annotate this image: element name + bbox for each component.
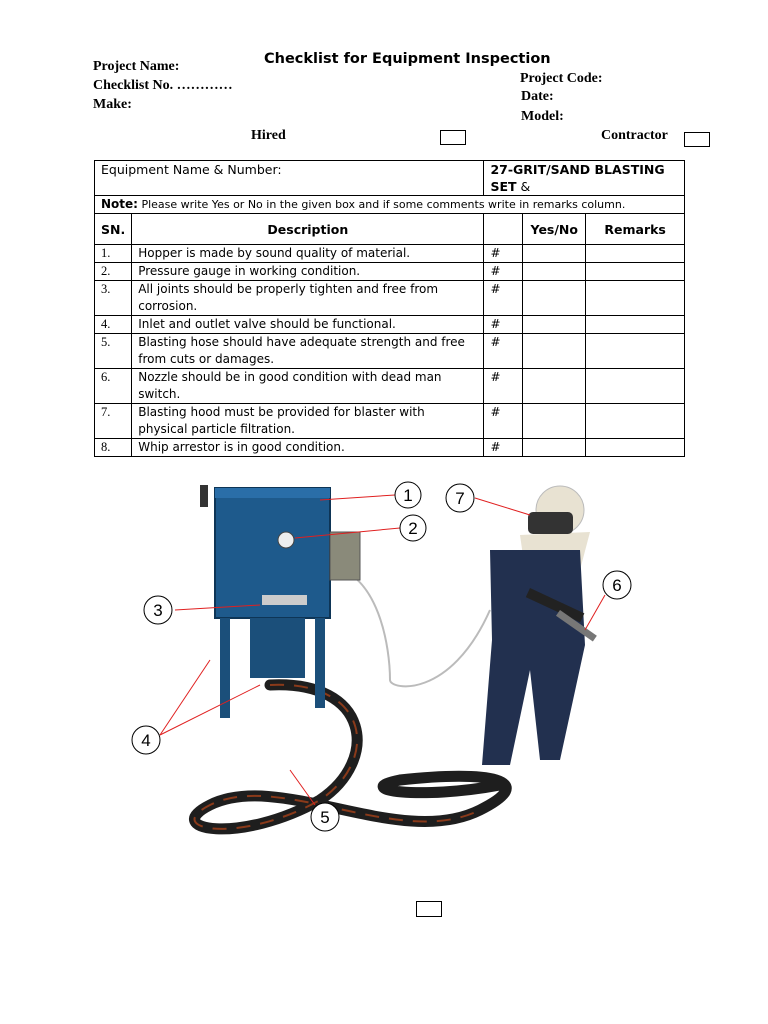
row-description: Whip arrestor is in good condition. [132,439,484,457]
table-row [95,404,685,439]
note-text: Please write Yes or No in the given box and if some comments write in remarks column. [137,198,626,211]
row-description: Pressure gauge in working condition. [132,263,484,281]
table-row [95,439,685,457]
row-sn: 2. [95,263,132,281]
row-description: Inlet and outlet valve should be functional. [132,316,484,334]
callout-1 [395,482,421,508]
hired-checkbox[interactable] [440,130,466,145]
date-label: Date: [521,89,554,104]
equipment-name: 27-GRIT/SAND BLASTING SET [490,162,665,194]
row-sn: 6. [95,369,132,404]
row-remarks-input[interactable] [586,245,685,263]
callout-4 [132,726,160,754]
row-remarks-input[interactable] [586,369,685,404]
row-yes-no-input[interactable] [523,439,586,457]
row-remarks-input[interactable] [586,281,685,316]
row-sn: 5. [95,334,132,369]
blasting-hose [194,685,506,829]
note-row [95,196,685,214]
table-row [95,369,685,404]
table-row [95,263,685,281]
model-label: Model: [521,109,564,124]
svg-text:4: 4 [141,731,151,750]
project-code-label: Project Code: [520,71,603,86]
equipment-name-tail: & [516,179,531,194]
row-mark: # [484,245,523,263]
row-yes-no-input[interactable] [523,263,586,281]
row-mark: # [484,316,523,334]
contractor-label: Contractor [601,128,668,143]
hired-label: Hired [251,128,286,143]
row-yes-no-input[interactable] [523,316,586,334]
equipment-illustration [120,470,640,870]
equipment-label: Equipment Name & Number: [95,161,484,196]
note-cell [95,196,685,214]
header-row [95,214,685,245]
row-remarks-input[interactable] [586,263,685,281]
pressure-gauge [278,532,294,548]
callout-7 [446,484,474,512]
row-remarks-input[interactable] [586,439,685,457]
row-sn: 8. [95,439,132,457]
row-remarks-input[interactable] [586,404,685,439]
row-mark: # [484,334,523,369]
col-blank [484,214,523,245]
table-row [95,316,685,334]
table-row [95,245,685,263]
table-row [95,281,685,316]
svg-text:3: 3 [153,601,163,620]
row-yes-no-input[interactable] [523,404,586,439]
control-box [330,532,360,580]
equipment-value [484,161,685,196]
row-description: All joints should be properly tighten and free from corrosion. [132,281,484,316]
row-mark: # [484,263,523,281]
row-mark: # [484,439,523,457]
row-yes-no-input[interactable] [523,369,586,404]
svg-text:1: 1 [403,486,413,505]
project-name-label: Project Name: [93,59,180,74]
callout-6 [603,571,631,599]
equipment-row [95,161,685,196]
checklist-no-label: Checklist No. ………… [93,78,233,93]
row-remarks-input[interactable] [586,316,685,334]
svg-text:6: 6 [612,576,622,595]
svg-text:5: 5 [320,808,330,827]
callout-2 [400,515,426,541]
callout-5 [311,803,339,831]
row-description: Nozzle should be in good condition with dead man switch. [132,369,484,404]
page-title: Checklist for Equipment Inspection [264,51,551,67]
row-yes-no-input[interactable] [523,281,586,316]
row-description: Hopper is made by sound quality of material. [132,245,484,263]
col-yes-no: Yes/No [523,214,586,245]
row-sn: 1. [95,245,132,263]
col-remarks: Remarks [586,214,685,245]
col-sn: SN. [95,214,132,245]
contractor-checkbox[interactable] [684,132,710,147]
col-description: Description [132,214,484,245]
make-label: Make: [93,97,132,112]
row-sn: 4. [95,316,132,334]
row-sn: 3. [95,281,132,316]
checklist-rows [95,245,685,457]
row-mark: # [484,281,523,316]
checklist-table [94,160,685,457]
row-remarks-input[interactable] [586,334,685,369]
row-mark: # [484,404,523,439]
row-mark: # [484,369,523,404]
svg-text:7: 7 [455,489,465,508]
row-yes-no-input[interactable] [523,334,586,369]
footer-box [416,901,442,917]
row-yes-no-input[interactable] [523,245,586,263]
svg-text:2: 2 [408,519,418,538]
callout-3 [144,596,172,624]
table-row [95,334,685,369]
note-label: Note: [101,197,138,211]
row-description: Blasting hood must be provided for blaster with physical particle filtration. [132,404,484,439]
row-description: Blasting hose should have adequate strength and free from cuts or damages. [132,334,484,369]
air-line [325,565,490,686]
row-sn: 7. [95,404,132,439]
operator-body [482,550,585,765]
